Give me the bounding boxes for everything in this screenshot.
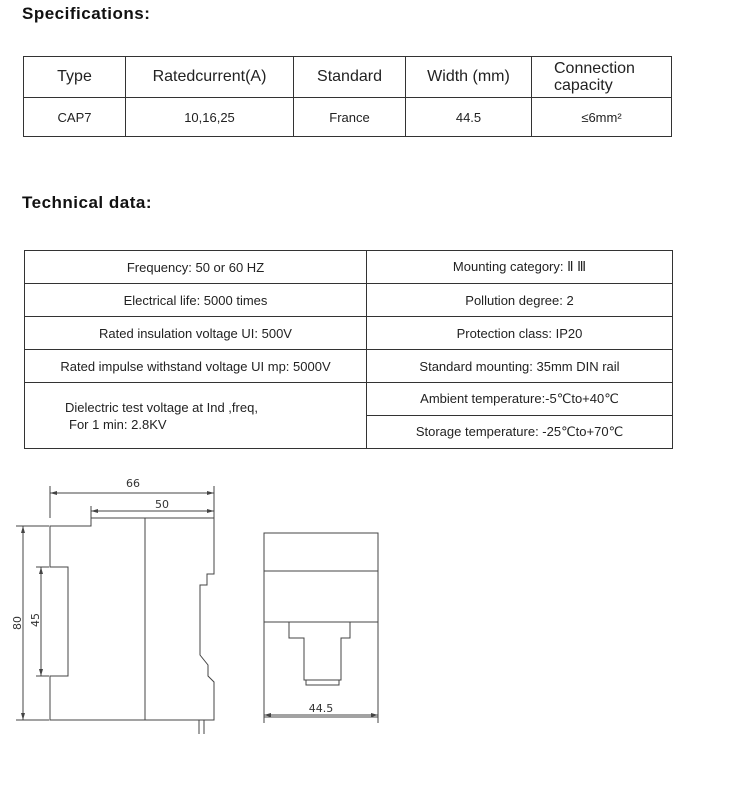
frequency-cell: Frequency: 50 or 60 HZ: [25, 251, 367, 284]
technical-heading: Technical data:: [22, 193, 152, 212]
header-standard: Standard: [294, 57, 406, 98]
storage-temperature-cell: Storage temperature: -25℃to+70℃: [367, 416, 673, 449]
table-row: [25, 350, 673, 383]
insulation-voltage-cell: Rated insulation voltage UI: 500V: [25, 317, 367, 350]
electrical-life-cell: Electrical life: 5000 times: [25, 284, 367, 317]
dielectric-test-cell: [25, 383, 367, 449]
protection-class-cell: Protection class: IP20: [367, 317, 673, 350]
standard-mounting-cell: Standard mounting: 35mm DIN rail: [367, 350, 673, 383]
ambient-temperature-cell: Ambient temperature:-5℃to+40℃: [367, 383, 673, 416]
dim-80-label: 80: [11, 616, 24, 630]
specifications-table: [23, 56, 672, 137]
header-width: Width (mm): [406, 57, 532, 98]
specifications-heading: Specifications:: [22, 4, 151, 23]
header-connection-capacity: Connection capacity: [532, 57, 672, 98]
table-row: [24, 98, 672, 137]
technical-data-table: [24, 250, 673, 449]
dielectric-line-2: For 1 min: 2.8KV: [69, 416, 167, 432]
table-row: [25, 251, 673, 284]
mounting-category-cell: Mounting category: Ⅱ Ⅲ: [367, 251, 673, 284]
table-row: [25, 383, 673, 416]
dim-50-label: 50: [155, 498, 169, 511]
cell-standard: France: [294, 98, 406, 137]
dim-45-label: 45: [29, 613, 42, 627]
table-header-row: [24, 57, 672, 98]
cell-rated-current: 10,16,25: [126, 98, 294, 137]
dim-44-5-label: 44.5: [308, 702, 334, 715]
pollution-degree-cell: Pollution degree: 2: [367, 284, 673, 317]
cell-type: CAP7: [24, 98, 126, 137]
cell-connection-capacity: ≤6mm²: [532, 98, 672, 137]
header-type: Type: [24, 57, 126, 98]
dimension-drawing: [0, 470, 729, 770]
header-rated-current: Ratedcurrent(A): [126, 57, 294, 98]
dielectric-line-1: Dielectric test voltage at Ind ,freq,: [65, 399, 258, 415]
table-row: [25, 284, 673, 317]
cell-width: 44.5: [406, 98, 532, 137]
impulse-voltage-cell: Rated impulse withstand voltage UI mp: 5000V: [25, 350, 367, 383]
table-row: [25, 317, 673, 350]
dim-66-label: 66: [126, 477, 140, 490]
